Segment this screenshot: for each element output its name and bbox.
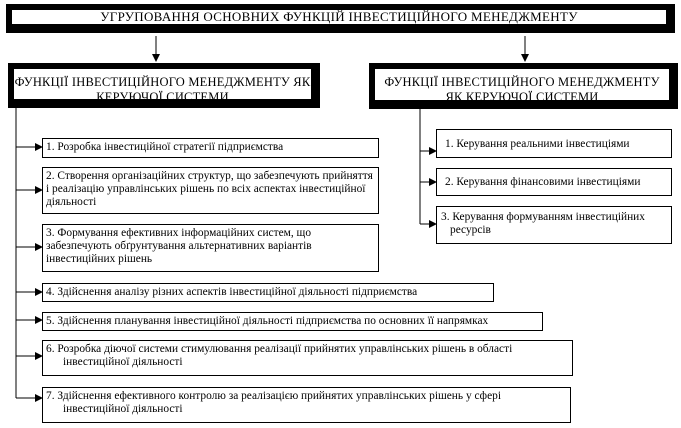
left-item-2 xyxy=(42,167,379,214)
left-item-5-text: 5. Здійснення планування інвестиційної діяльності підприємства по основних її напрямках xyxy=(46,315,489,327)
left-item-3-text: 3. Формування ефективних інформаційних систем, що забезпечують обґрунтування альтернативних варіантів інвестиційних рішень xyxy=(46,227,312,265)
left-item-1-text: 1. Розробка інвестиційної стратегії підприємства xyxy=(46,141,284,153)
right-item-1-text: 1. Керування реальними інвестиціями xyxy=(445,137,630,150)
diagram-title-text: УГРУПОВАННЯ ОСНОВНИХ ФУНКЦІЙ ІНВЕСТИЦІЙНОГО МЕНЕДЖМЕНТУ xyxy=(100,9,578,24)
right-group-header xyxy=(369,63,678,109)
left-item-3 xyxy=(42,224,379,272)
left-item-6-text: 6. Розробка діючої системи стимулювання реалізації прийнятих управлінських рішень в області інвестиційної діяльності xyxy=(46,343,513,368)
right-item-3 xyxy=(436,206,672,244)
right-item-2-text: 2. Керування фінансовими інвестиціями xyxy=(445,176,641,188)
left-item-7 xyxy=(42,387,571,423)
left-group-header xyxy=(8,63,320,108)
left-item-4-text: 4. Здійснення аналізу різних аспектів інвестиційної діяльності підприємства xyxy=(46,286,418,298)
left-item-5 xyxy=(42,312,543,331)
left-item-7-text: 7. Здійснення ефективного контролю за реалізацією прийнятих управлінських рішень у сфері інвестиційної діяльності xyxy=(46,390,501,415)
left-item-2-text: 2. Створення організаційних структур, що забезпечують прийняття і реалізацію управлінських рішень по всіх аспектах інвестиційної діяльності xyxy=(46,170,373,208)
left-item-1 xyxy=(42,138,379,158)
right-item-1 xyxy=(436,129,672,158)
left-group-heading: ФУНКЦІЇ ІНВЕСТИЦІЙНОГО МЕНЕДЖМЕНТУ ЯК КЕРУЮЧОЇ СИСТЕМИ xyxy=(14,75,311,104)
left-item-6 xyxy=(42,340,573,376)
diagram-title xyxy=(6,4,675,33)
right-item-3-text: 3. Керування формуванням інвестиційних ресурсів xyxy=(441,211,645,236)
right-group-heading: ФУНКЦІЇ ІНВЕСТИЦІЙНОГО МЕНЕДЖМЕНТУ ЯК КЕРУЮЧОЇ СИСТЕМИ xyxy=(384,75,660,104)
right-item-2 xyxy=(436,168,672,196)
left-item-4 xyxy=(42,283,494,302)
